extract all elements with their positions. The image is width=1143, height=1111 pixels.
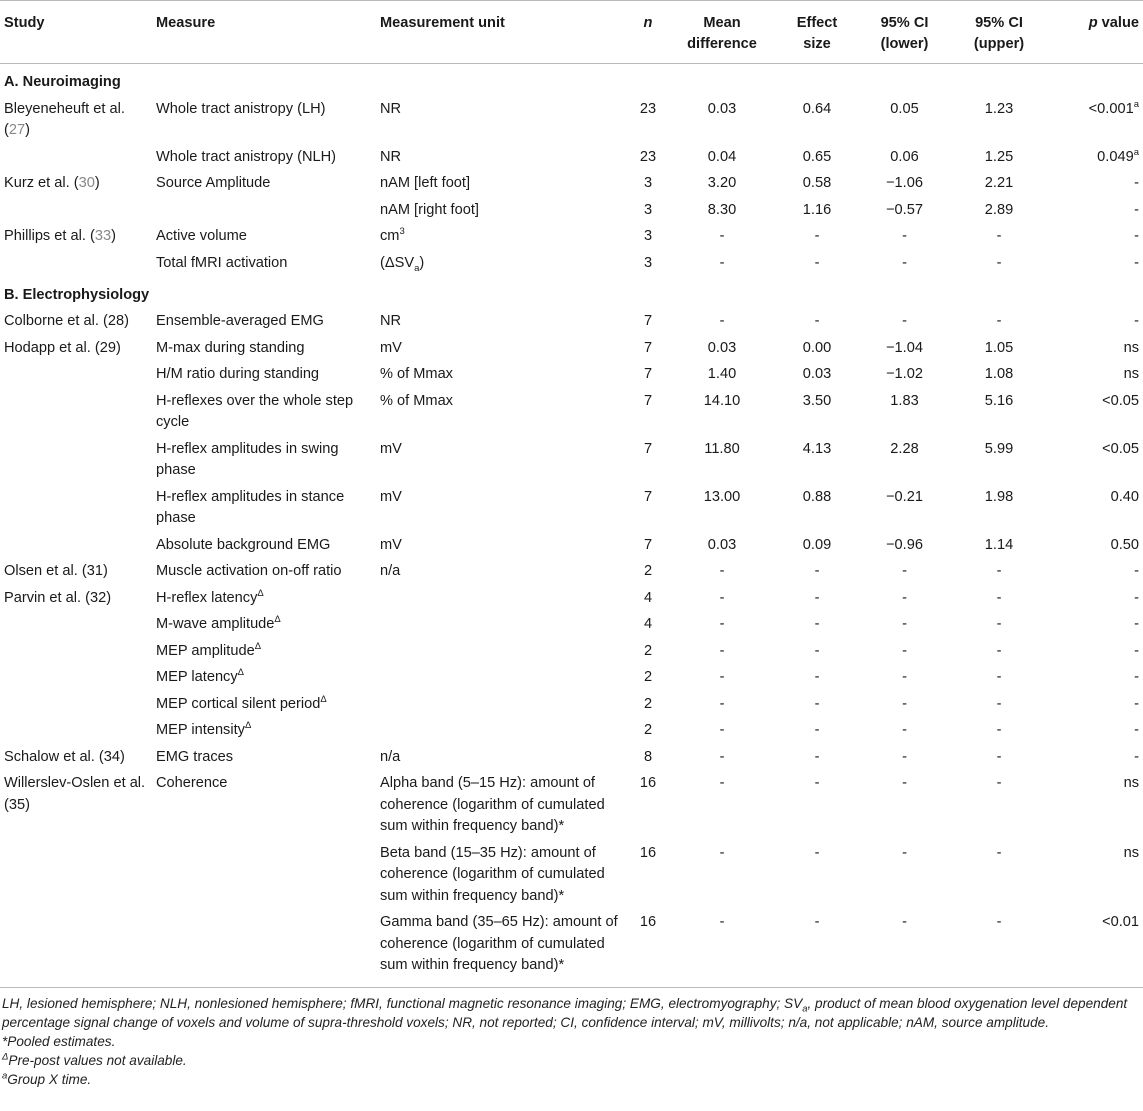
cell-p-value: <0.001$^a$ <box>1088 98 1139 117</box>
table-row <box>0 436 1143 484</box>
col-effect-size: Effect size <box>796 15 838 52</box>
cell-ci-upper: 1.08 <box>984 366 1014 382</box>
table-row <box>0 197 1143 224</box>
table-row <box>0 638 1143 665</box>
table-row <box>0 309 1143 336</box>
cell-effect-size: - <box>814 313 820 329</box>
cell-ci-upper: 1.23 <box>984 100 1014 117</box>
cell-study <box>0 250 152 277</box>
cell-measure: MEP cortical silent period$^\Delta$ <box>156 693 327 712</box>
cell-effect-size: - <box>814 589 820 606</box>
cell-ci-upper: 1.05 <box>984 339 1014 356</box>
cell-effect-size: - <box>814 669 820 685</box>
cell-study <box>0 612 152 639</box>
cell-p-value: - <box>1134 695 1139 712</box>
cell-unit <box>376 638 628 665</box>
cell-study <box>0 197 152 224</box>
cell-n: 3 <box>643 254 653 271</box>
cell-measure: Ensemble-averaged EMG <box>156 313 324 329</box>
cell-ci-lower: - <box>902 695 907 712</box>
cell-ci-lower: - <box>902 313 907 329</box>
cell-unit <box>376 718 628 745</box>
cell-ci-upper: - <box>996 642 1002 659</box>
cell-mean-difference: 14.10 <box>703 392 741 409</box>
cell-measure: EMG traces <box>156 748 234 765</box>
cell-ci-lower: −1.04 <box>886 339 923 356</box>
citation-link[interactable]: 30 <box>78 175 95 191</box>
cell-study <box>0 144 152 171</box>
cell-mean-difference: - <box>719 775 725 791</box>
table-row <box>0 665 1143 692</box>
cell-p-value: <0.05 <box>1102 392 1139 409</box>
cell-p-value: <0.05 <box>1102 440 1139 457</box>
cell-n: 7 <box>643 536 653 553</box>
cell-effect-size: 0.00 <box>802 339 832 356</box>
cell-study <box>0 362 152 389</box>
table-row <box>0 691 1143 718</box>
section-row <box>0 277 1143 309</box>
cell-study <box>0 840 152 910</box>
cell-n: 2 <box>643 563 653 579</box>
cell-ci-lower: −0.21 <box>886 488 923 505</box>
col-unit: Measurement unit <box>380 15 505 31</box>
cell-ci-upper: - <box>996 844 1002 861</box>
cell-effect-size: - <box>814 722 820 738</box>
cell-mean-difference: - <box>719 695 725 712</box>
footnote-delta: $^\Delta$Pre-post values not available. <box>2 1050 187 1068</box>
cell-n: 2 <box>643 695 653 712</box>
table-row <box>0 484 1143 532</box>
cell-ci-lower: −0.57 <box>886 201 923 218</box>
table-row <box>0 559 1143 586</box>
cell-effect-size: - <box>814 254 820 271</box>
cell-unit: $(\Delta SV_a)$ <box>380 254 425 274</box>
cell-unit: Alpha band (5–15 Hz): amount of coherence (logarithm of cumulated sum within frequency band)* <box>380 775 605 834</box>
cell-study: Colborne et al. (28) <box>4 313 129 329</box>
cell-p-value: - <box>1134 722 1139 738</box>
cell-measure: Coherence <box>156 775 228 791</box>
cell-unit: mV <box>380 440 402 457</box>
cell-n: 7 <box>643 488 653 505</box>
cell-n: 16 <box>639 844 657 861</box>
cell-study: Kurz et al. (30) <box>4 175 100 191</box>
cell-study <box>0 665 152 692</box>
cell-study <box>0 691 152 718</box>
cell-n: 8 <box>643 748 653 765</box>
table-row <box>0 585 1143 612</box>
cell-measure: Absolute background EMG <box>156 536 331 553</box>
cell-measure: H-reflex latency$^\Delta$ <box>156 587 264 606</box>
cell-ci-lower: −0.96 <box>886 536 923 553</box>
cell-ci-lower: - <box>902 642 907 659</box>
cell-mean-difference: - <box>719 669 725 685</box>
cell-measure: H/M ratio during standing <box>156 366 320 382</box>
cell-p-value: ns <box>1123 775 1139 791</box>
cell-measure: M-max during standing <box>156 339 305 356</box>
cell-ci-upper: 2.21 <box>984 175 1014 191</box>
cell-effect-size: - <box>814 775 820 791</box>
cell-measure: MEP intensity$^\Delta$ <box>156 720 252 738</box>
cell-study: Bleyeneheuft et al. (27) <box>4 100 125 138</box>
col-ci-upper: 95% CI (upper) <box>973 15 1025 52</box>
table-row <box>0 96 1143 144</box>
cell-ci-upper: 2.89 <box>984 201 1014 218</box>
cell-unit: nAM [right foot] <box>380 201 479 218</box>
cell-ci-lower: - <box>902 669 907 685</box>
cell-ci-upper: - <box>996 313 1002 329</box>
cell-effect-size: 0.03 <box>802 366 832 382</box>
cell-study <box>0 910 152 988</box>
cell-measure <box>152 910 376 988</box>
cell-ci-lower: 2.28 <box>890 440 919 457</box>
cell-ci-upper: - <box>996 254 1002 271</box>
cell-ci-upper: 1.14 <box>984 536 1014 553</box>
cell-effect-size: 1.16 <box>802 201 832 218</box>
cell-measure: MEP amplitude$^\Delta$ <box>156 640 262 659</box>
cell-ci-lower: −1.02 <box>886 366 923 382</box>
cell-effect-size: 3.50 <box>802 392 832 409</box>
table-row <box>0 144 1143 171</box>
cell-mean-difference: - <box>719 254 725 271</box>
cell-effect-size: 0.64 <box>802 100 832 117</box>
cell-unit: mV <box>380 339 402 356</box>
cell-n: 16 <box>639 914 657 930</box>
cell-effect-size: - <box>814 563 820 579</box>
cell-p-value: 0.049$^a$ <box>1097 146 1139 165</box>
cell-study <box>0 436 152 484</box>
cell-effect-size: 0.65 <box>802 148 832 165</box>
cell-study: Phillips et al. (33) <box>4 228 116 244</box>
cell-effect-size: - <box>814 914 820 930</box>
table-row <box>0 718 1143 745</box>
cell-mean-difference: 0.03 <box>707 100 737 117</box>
cell-unit: Gamma band (35–65 Hz): amount of coherence (logarithm of cumulated sum within frequency band)* <box>380 914 618 973</box>
cell-unit: n/a <box>380 563 401 579</box>
cell-ci-upper: - <box>996 914 1002 930</box>
cell-study <box>0 484 152 532</box>
header-row <box>0 1 1143 64</box>
cell-study: Olsen et al. (31) <box>4 563 108 579</box>
cell-unit: n/a <box>380 748 401 765</box>
cell-ci-lower: 0.05 <box>890 100 919 117</box>
cell-ci-upper: - <box>996 695 1002 712</box>
cell-n: 4 <box>643 589 653 606</box>
table-row <box>0 744 1143 771</box>
cell-mean-difference: 8.30 <box>707 201 737 218</box>
cell-ci-upper: 5.99 <box>984 440 1014 457</box>
cell-unit: nAM [left foot] <box>380 175 471 191</box>
cell-ci-lower: - <box>902 228 907 244</box>
cell-measure: Source Amplitude <box>156 175 271 191</box>
cell-ci-upper: - <box>996 589 1002 606</box>
table-row <box>0 388 1143 436</box>
footnote-abbreviations: LH, lesioned hemisphere; NLH, nonlesioned hemisphere; fMRI, functional magnetic resonance imaging; EMG, electromyography; $SV_a$, product of mean blood oxygenation level dependent percentage signal change of voxels and volume of supra-threshold voxels; NR, not reported; CI, confidence interval; mV, millivolts; n/a, not applicable; nAM, source amplitude. <box>2 995 1128 1030</box>
cell-study <box>0 388 152 436</box>
section-heading: A. Neuroimaging <box>4 74 121 90</box>
cell-study <box>0 532 152 559</box>
cell-p-value: 0.50 <box>1110 536 1139 553</box>
cell-ci-lower: - <box>902 748 907 765</box>
cell-ci-lower: - <box>902 254 907 271</box>
cell-measure: H-reflex amplitudes in swing phase <box>156 440 339 478</box>
cell-mean-difference: - <box>719 722 725 738</box>
cell-effect-size: 0.88 <box>802 488 832 505</box>
cell-p-value: - <box>1134 563 1139 579</box>
cell-measure: Total fMRI activation <box>156 254 288 271</box>
table-row <box>0 335 1143 362</box>
col-ci-lower: 95% CI (lower) <box>880 15 929 52</box>
table-row <box>0 171 1143 198</box>
table-row <box>0 532 1143 559</box>
cell-unit: % of Mmax <box>380 366 453 382</box>
cell-effect-size: - <box>814 695 820 712</box>
cell-p-value: - <box>1134 201 1139 218</box>
cell-mean-difference: 0.03 <box>707 339 737 356</box>
cell-mean-difference: - <box>719 313 725 329</box>
cell-ci-lower: - <box>902 722 907 738</box>
citation-link[interactable]: 33 <box>94 228 112 244</box>
cell-ci-upper: 1.25 <box>984 148 1014 165</box>
cell-ci-upper: - <box>996 748 1002 765</box>
cell-n: 2 <box>643 642 653 659</box>
cell-effect-size: - <box>814 748 820 765</box>
table-row <box>0 910 1143 988</box>
cell-mean-difference: 1.40 <box>707 366 737 382</box>
cell-ci-lower: - <box>902 616 907 632</box>
col-study: Study <box>4 15 45 31</box>
cell-mean-difference: - <box>719 589 725 606</box>
cell-unit: NR <box>380 148 402 165</box>
table-row <box>0 771 1143 841</box>
cell-ci-upper: - <box>996 669 1002 685</box>
cell-mean-difference: - <box>719 616 725 632</box>
footnote-group: $^a$Group X time. <box>2 1069 92 1087</box>
cell-mean-difference: - <box>719 914 725 930</box>
cell-measure: H-reflexes over the whole step cycle <box>156 392 354 430</box>
cell-measure: Active volume <box>156 228 247 244</box>
cell-n: 7 <box>643 339 653 356</box>
cell-unit <box>376 665 628 692</box>
cell-unit: % of Mmax <box>380 392 453 409</box>
cell-n: 2 <box>643 669 653 685</box>
cell-study: Parvin et al. (32) <box>4 589 112 606</box>
cell-measure: Muscle activation on-off ratio <box>156 563 342 579</box>
section-heading: B. Electrophysiology <box>4 286 150 303</box>
cell-effect-size: - <box>814 228 820 244</box>
col-n: n <box>643 15 653 31</box>
cell-measure <box>152 840 376 910</box>
cell-n: 3 <box>643 175 653 191</box>
table-row <box>0 362 1143 389</box>
cell-p-value: - <box>1134 254 1139 271</box>
cell-p-value: - <box>1134 748 1139 765</box>
cell-mean-difference: - <box>719 563 725 579</box>
cell-n: 7 <box>643 440 653 457</box>
cell-study: Willerslev-Oslen et al. (35) <box>4 775 146 813</box>
cell-n: 23 <box>639 100 657 117</box>
cell-mean-difference: - <box>719 228 725 244</box>
cell-unit: NR <box>380 100 402 117</box>
cell-effect-size: - <box>814 616 820 632</box>
cell-p-value: <0.01 <box>1102 914 1139 930</box>
cell-p-value: ns <box>1123 339 1139 356</box>
col-measure: Measure <box>156 15 216 31</box>
cell-n: 7 <box>643 392 653 409</box>
cell-ci-lower: - <box>902 775 907 791</box>
cell-study <box>0 638 152 665</box>
cell-n: 2 <box>643 722 653 738</box>
cell-unit <box>376 691 628 718</box>
cell-n: 7 <box>643 313 653 329</box>
cell-ci-lower: - <box>902 563 907 579</box>
cell-p-value: - <box>1134 669 1139 685</box>
cell-mean-difference: 0.03 <box>707 536 737 553</box>
cell-n: 7 <box>643 366 653 382</box>
cell-mean-difference: 0.04 <box>707 148 737 165</box>
cell-unit: mV <box>380 536 402 553</box>
cell-p-value: - <box>1134 313 1139 329</box>
cell-unit: Beta band (15–35 Hz): amount of coherence (logarithm of cumulated sum within frequency band)* <box>380 844 605 904</box>
cell-effect-size: - <box>814 642 820 659</box>
cell-mean-difference: - <box>719 748 725 765</box>
cell-n: 23 <box>639 148 657 165</box>
cell-unit <box>376 612 628 639</box>
cell-ci-lower: 1.83 <box>890 392 919 409</box>
cell-p-value: - <box>1134 175 1139 191</box>
cell-n: 3 <box>643 228 653 244</box>
cell-p-value: - <box>1134 589 1139 606</box>
cell-measure: M-wave amplitude$^\Delta$ <box>156 614 281 632</box>
cell-mean-difference: 11.80 <box>704 440 740 457</box>
cell-measure <box>152 197 376 224</box>
cell-ci-lower: −1.06 <box>886 175 923 191</box>
cell-p-value: - <box>1134 228 1139 244</box>
cell-mean-difference: - <box>719 642 725 659</box>
cell-measure: MEP latency$^\Delta$ <box>156 667 245 685</box>
cell-n: 16 <box>639 775 657 791</box>
cell-mean-difference: - <box>719 844 725 861</box>
table-row <box>0 224 1143 251</box>
table-row <box>0 840 1143 910</box>
footnote-pooled: *Pooled estimates. <box>2 1033 116 1049</box>
cell-p-value: - <box>1134 642 1139 659</box>
cell-ci-upper: 5.16 <box>984 392 1014 409</box>
cell-effect-size: 4.13 <box>802 440 832 457</box>
cell-study: Hodapp et al. (29) <box>4 339 121 356</box>
cell-unit: NR <box>380 313 402 329</box>
cell-ci-lower: - <box>902 589 907 606</box>
citation-link[interactable]: 27 <box>8 122 26 138</box>
col-mean-difference: Mean difference <box>687 15 757 52</box>
cell-effect-size: - <box>814 844 820 861</box>
cell-ci-upper: - <box>996 775 1002 791</box>
cell-unit <box>376 585 628 612</box>
cell-n: 3 <box>643 201 653 218</box>
cell-unit: mV <box>380 488 402 505</box>
cell-ci-lower: - <box>902 914 907 930</box>
table-row <box>0 250 1143 277</box>
cell-ci-lower: - <box>902 844 907 861</box>
cell-study <box>0 718 152 745</box>
table-row <box>0 612 1143 639</box>
cell-ci-upper: - <box>996 228 1002 244</box>
cell-measure: H-reflex amplitudes in stance phase <box>156 488 345 526</box>
cell-ci-upper: - <box>996 616 1002 632</box>
cell-ci-upper: - <box>996 722 1002 738</box>
cell-ci-upper: - <box>996 563 1002 579</box>
cell-mean-difference: 13.00 <box>703 488 741 505</box>
cell-p-value: ns <box>1123 844 1139 861</box>
cell-unit: $cm^3$ <box>380 226 405 244</box>
cell-ci-upper: 1.98 <box>984 488 1014 505</box>
cell-p-value: ns <box>1123 366 1139 382</box>
table-footnotes <box>0 988 1143 1089</box>
cell-measure: Whole tract anistropy (NLH) <box>156 148 337 165</box>
cell-effect-size: 0.58 <box>802 175 832 191</box>
cell-mean-difference: 3.20 <box>707 175 737 191</box>
section-row <box>0 64 1143 97</box>
cell-study: Schalow et al. (34) <box>4 748 125 765</box>
cell-ci-lower: 0.06 <box>890 148 919 165</box>
cell-p-value: 0.40 <box>1110 488 1139 505</box>
cell-effect-size: 0.09 <box>802 536 832 553</box>
cell-n: 4 <box>643 616 653 632</box>
col-p-value: p value <box>1088 15 1139 31</box>
cell-measure: Whole tract anistropy (LH) <box>156 100 326 117</box>
cell-p-value: - <box>1134 616 1139 632</box>
